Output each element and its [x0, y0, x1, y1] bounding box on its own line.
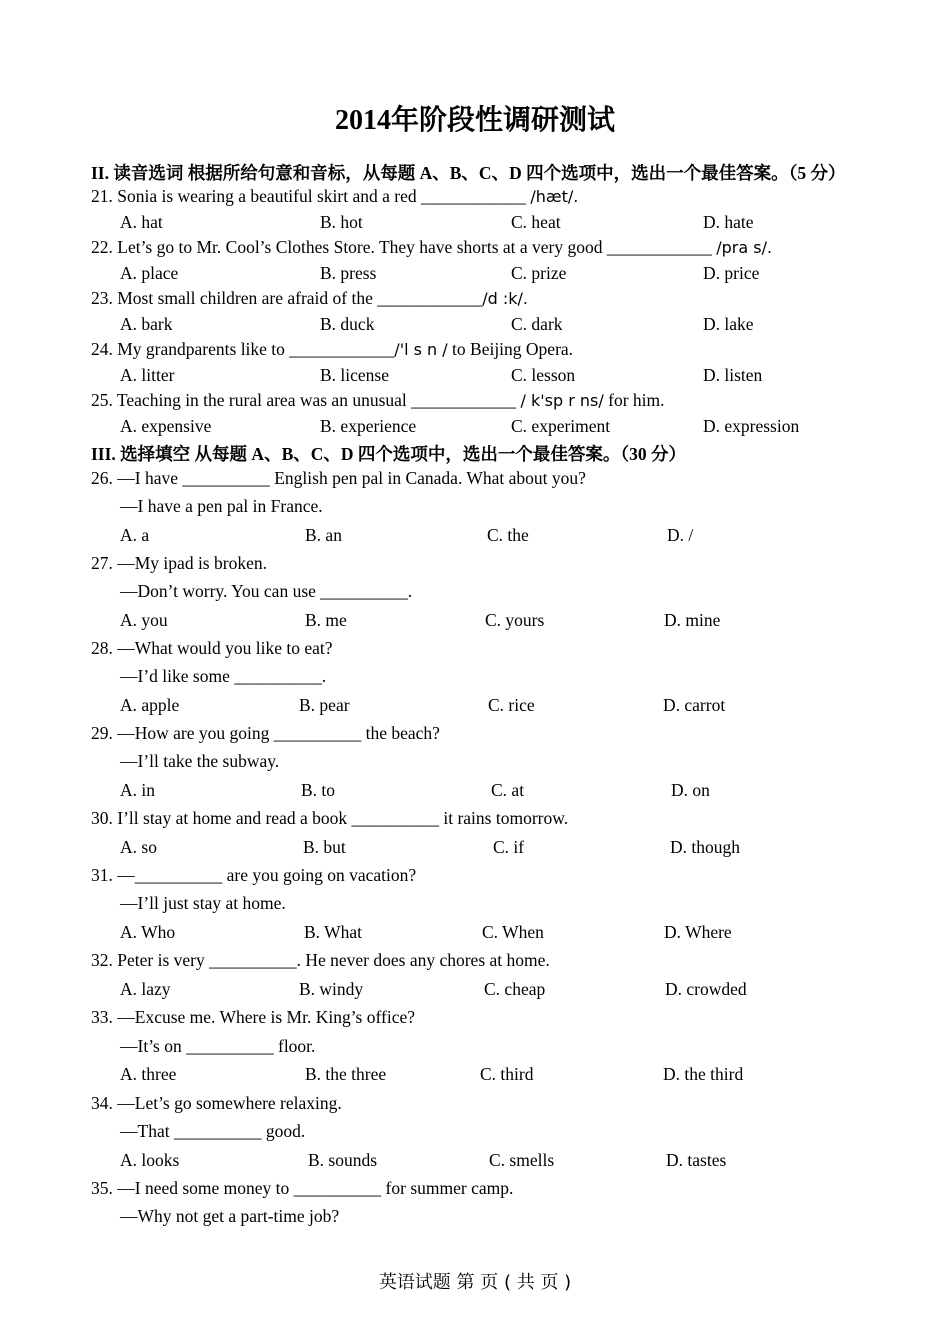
phonetic: / k'sp r ns/ — [520, 391, 604, 410]
dialogue-line: —I’ll just stay at home. — [120, 893, 286, 913]
option-c: C. smells — [489, 1150, 555, 1170]
dialogue-line: —Why not get a part-time job? — [120, 1206, 340, 1226]
option-a: A. three — [120, 1064, 177, 1084]
question-stem: 22. Let’s go to Mr. Cool’s Clothes Store. They have shorts at a very good ____________ — [91, 237, 717, 257]
question-stem: 24. My grandparents like to ____________ — [91, 339, 395, 359]
question-24 — [91, 339, 573, 360]
option-b: B. an — [305, 525, 342, 545]
option-c: C. prize — [511, 263, 567, 283]
option-b: B. duck — [320, 314, 375, 334]
option-d: D. carrot — [663, 695, 726, 715]
option-d: D. on — [671, 780, 710, 800]
option-b: B. experience — [320, 416, 417, 436]
phonetic: /pra s/. — [716, 238, 773, 257]
option-c: C. lesson — [511, 365, 576, 385]
option-c: C. yours — [485, 610, 545, 630]
question-25 — [91, 390, 665, 411]
option-d: D. mine — [664, 610, 721, 630]
option-b: B. the three — [305, 1064, 387, 1084]
option-b: B. license — [320, 365, 390, 385]
question-33: 33. —Excuse me. Where is Mr. King’s office? — [91, 1007, 415, 1027]
phonetic: /d :k/. — [482, 289, 528, 308]
dialogue-line: —I’ll take the subway. — [120, 751, 280, 771]
option-a: A. Who — [120, 922, 176, 942]
option-a: A. a — [120, 525, 150, 545]
option-d: D. tastes — [666, 1150, 727, 1170]
option-d: D. listen — [703, 365, 763, 385]
question-30: 30. I’ll stay at home and read a book __________ it rains tomorrow. — [91, 808, 569, 828]
question-32: 32. Peter is very __________. He never does any chores at home. — [91, 950, 550, 970]
option-b: B. windy — [299, 979, 364, 999]
option-d: D. price — [703, 263, 760, 283]
question-21 — [91, 186, 578, 207]
phonetic: /hæt/. — [530, 187, 579, 206]
option-b: B. What — [304, 922, 363, 942]
option-a: A. hat — [120, 212, 163, 232]
option-a: A. place — [120, 263, 179, 283]
dialogue-line: —I have a pen pal in France. — [120, 496, 323, 516]
option-c: C. experiment — [511, 416, 611, 436]
option-b: B. press — [320, 263, 377, 283]
option-a: A. lazy — [120, 979, 171, 999]
option-c: C. the — [487, 525, 529, 545]
section-3-heading: III. 选择填空 从每题 A、B、C、D 四个选项中，选出一个最佳答案。（30 分） — [91, 444, 687, 464]
option-c: C. dark — [511, 314, 563, 334]
option-d: D. the third — [663, 1064, 744, 1084]
option-b: B. sounds — [308, 1150, 378, 1170]
dialogue-line: —That __________ good. — [120, 1121, 306, 1141]
option-b: B. hot — [320, 212, 363, 232]
page-title: 2014年阶段性调研测试 — [334, 105, 615, 136]
option-c: C. rice — [488, 695, 535, 715]
option-a: A. expensive — [120, 416, 212, 436]
question-31: 31. —__________ are you going on vacation? — [91, 865, 417, 885]
question-tail: to Beijing Opera. — [447, 339, 574, 359]
option-a: A. looks — [120, 1150, 180, 1170]
option-d: D. Where — [664, 922, 732, 942]
phonetic: /'l s n / — [394, 340, 448, 359]
question-27: 27. —My ipad is broken. — [91, 553, 267, 573]
dialogue-line: —I’d like some __________. — [120, 666, 327, 686]
option-c: C. if — [493, 837, 525, 857]
question-29: 29. —How are you going __________ the beach? — [91, 723, 440, 743]
option-c: C. heat — [511, 212, 561, 232]
page-footer: 英语试题 第 页 ( 共 页 ) — [378, 1272, 572, 1293]
question-28: 28. —What would you like to eat? — [91, 638, 333, 658]
option-d: D. hate — [703, 212, 754, 232]
option-a: A. in — [120, 780, 155, 800]
question-stem: 23. Most small children are afraid of the ____________ — [91, 288, 483, 308]
section-2-heading: II. 读音选词 根据所给句意和音标，从每题 A、B、C、D 四个选项中，选出一个最佳答案。（5 分） — [91, 163, 846, 183]
option-d: D. / — [667, 525, 694, 545]
option-a: A. bark — [120, 314, 173, 334]
question-tail: for him. — [603, 390, 665, 410]
option-b: B. but — [303, 837, 346, 857]
question-34: 34. —Let’s go somewhere relaxing. — [91, 1093, 342, 1113]
dialogue-line: —Don’t worry. You can use __________. — [120, 581, 413, 601]
option-a: A. you — [120, 610, 168, 630]
question-23 — [91, 288, 528, 309]
question-35: 35. —I need some money to __________ for summer camp. — [91, 1178, 514, 1198]
option-d: D. though — [670, 837, 740, 857]
option-d: D. crowded — [665, 979, 747, 999]
option-b: B. pear — [299, 695, 350, 715]
option-b: B. me — [305, 610, 347, 630]
option-a: A. apple — [120, 695, 180, 715]
option-a: A. so — [120, 837, 157, 857]
option-a: A. litter — [120, 365, 175, 385]
question-22 — [91, 237, 772, 258]
option-d: D. expression — [703, 416, 800, 436]
option-c: C. at — [491, 780, 525, 800]
question-26: 26. —I have __________ English pen pal in Canada. What about you? — [91, 468, 586, 488]
option-c: C. third — [480, 1064, 534, 1084]
question-stem: 21. Sonia is wearing a beautiful skirt and a red ____________ — [91, 186, 531, 206]
question-stem: 25. Teaching in the rural area was an unusual ____________ — [91, 390, 521, 410]
option-c: C. When — [482, 922, 544, 942]
option-d: D. lake — [703, 314, 754, 334]
option-c: C. cheap — [484, 979, 546, 999]
dialogue-line: —It’s on __________ floor. — [120, 1036, 316, 1056]
option-b: B. to — [301, 780, 336, 800]
